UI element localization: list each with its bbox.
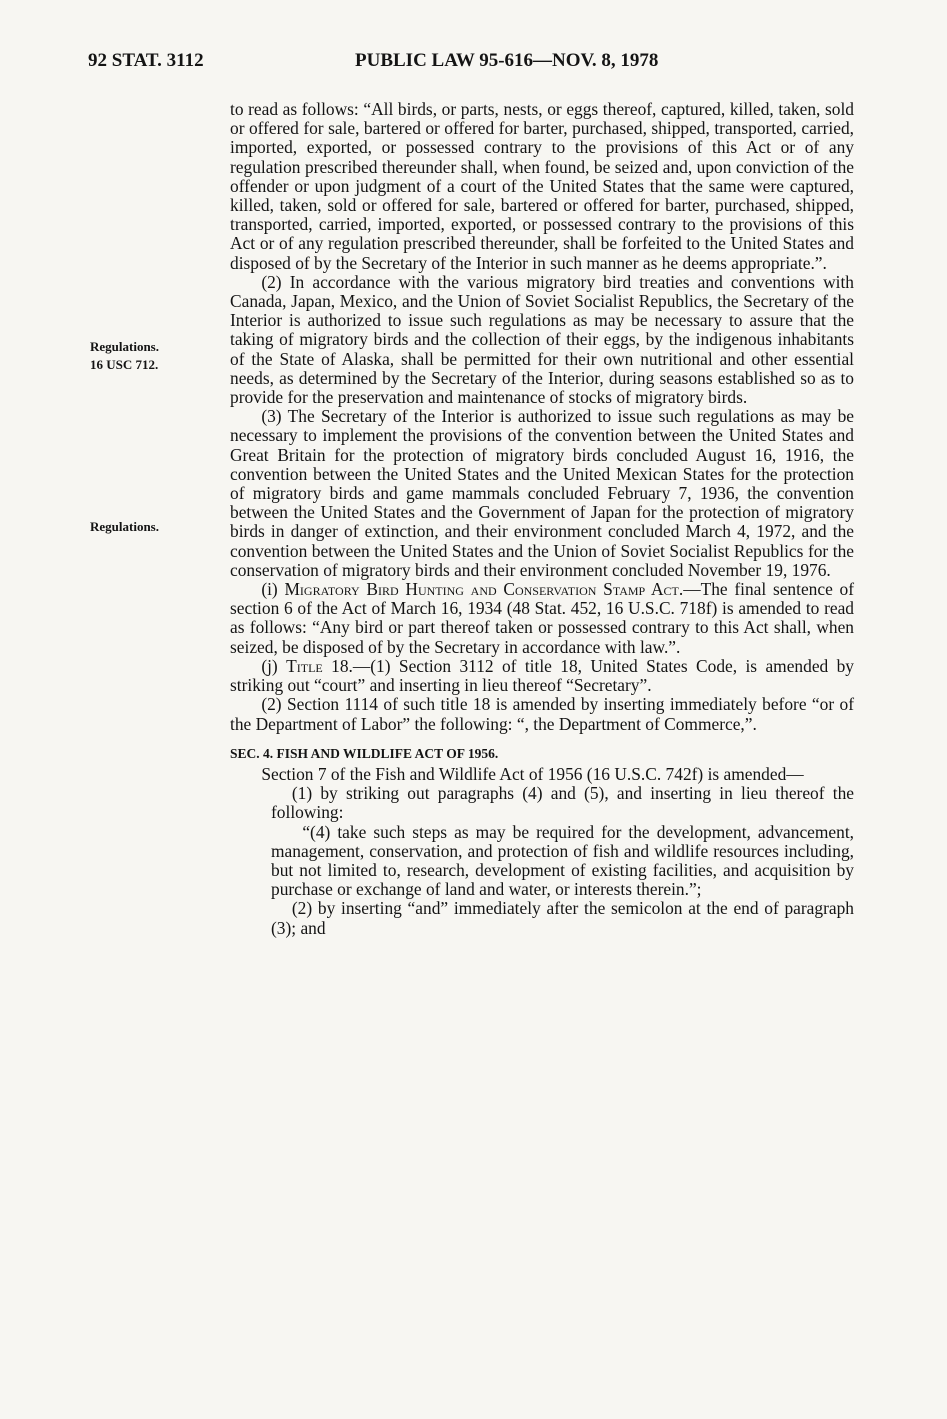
paragraph-title-18-lead: (j): [261, 655, 287, 676]
paragraph-stamp-act-text: —The final sentence of section 6 of the Act of March 16, 1934 (48 Stat. 452, 16 U.S.C. 718f) is amended to read as follows: “Any bird or part thereof taken or possessed contrary to this Act shall, when seized, be disposed of by the Secretary in accordance with law.”.: [230, 579, 855, 657]
paragraph-birds-seizure: to read as follows: “All birds, or parts, nests, or eggs thereof, captured, killed, taken, sold or offered for sale, bartered or offered for barter, purchased, shipped, transported, carried, imported, exported, or possessed contrary to the provisions of this Act or of any regulation prescribed thereunder shall, when found, be seized and, upon conviction of the offender or upon judgment of a court of the United States that the same were captured, killed, taken, sold or offered for sale, bartered or offered for barter, purchased, shipped, transported, carried, imported, exported, or possessed contrary to the provisions of this Act or of any regulation prescribed thereunder, shall be forfeited to the United States and disposed of by the Secretary of the Interior in such manner as he deems appropriate.”.: [230, 99, 854, 273]
margin-note-regulations-usc: [90, 338, 159, 374]
paragraph-stamp-act: [230, 580, 854, 657]
paragraph-title-18-title: Title 18.: [286, 655, 353, 676]
paragraph-stamp-act-lead: (i): [261, 579, 285, 600]
margin-note-regulations-label: Regulations.: [90, 339, 159, 354]
page-header: [88, 50, 854, 78]
document-body: [230, 100, 854, 938]
paragraph-convention-regulations: (3) The Secretary of the Interior is authorized to issue such regulations as may be necessary to implement the provisions of the convention between the United States and Great Britain for the protection of migratory birds concluded August 16, 1916, the convention between the United States and the United Mexican States for the protection of migratory birds and game mammals concluded February 7, 1936, the convention between the United States and the Government of Japan for the protection of migratory birds in danger of extinction, and their environment concluded March 4, 1972, and the convention between the United States and the Union of Soviet Socialist Republics for the conservation of migratory birds and their environment concluded November 19, 1976.: [230, 406, 854, 580]
paragraph-section-1114: (2) Section 1114 of such title 18 is amended by inserting immediately before “or of the Department of Labor” the following: “, the Department of Commerce,”.: [230, 694, 854, 734]
paragraph-title-18: [230, 657, 854, 695]
margin-note-regulations: [90, 518, 159, 536]
paragraph-alaska-regulations: (2) In accordance with the various migratory bird treaties and conventions with Canada, Japan, Mexico, and the Union of Soviet Socialist Republics, the Secretary of the Interior is authorized to issue such regulations as may be necessary to assure that the taking of migratory birds and the collection of their eggs, by the indigenous inhabitants of the State of Alaska, shall be permitted for their own nutritional and other essential needs, as determined by the Secretary of the Interior, during seasons established so as to provide for the preservation and maintenance of stocks of migratory birds.: [230, 271, 854, 408]
margin-note-regulations-label-2: Regulations.: [90, 519, 159, 534]
section-4-heading: SEC. 4. FISH AND WILDLIFE ACT OF 1956.: [230, 745, 499, 761]
paragraph-striking-out: (1) by striking out paragraphs (4) and (5), and inserting in lieu thereof the following:: [271, 783, 854, 823]
margin-note-usc-citation: 16 USC 712.: [90, 357, 159, 372]
paragraph-section-7: Section 7 of the Fish and Wildlife Act of 1956 (16 U.S.C. 742f) is amended—: [261, 763, 804, 784]
paragraph-title-18-text: —(1) Section 3112 of title 18, United States Code, is amended by striking out “court” and inserting in lieu thereof “Secretary”.: [230, 655, 855, 696]
public-law-title: PUBLIC LAW 95-616—NOV. 8, 1978: [355, 50, 659, 71]
paragraph-quoted-4: “(4) take such steps as may be required for the development, advancement, management, conservation, and protection of fish and wildlife resources including, but not limited to, research, development of existing facilities, and acquisition by purchase or exchange of land and water, or interests therein.”;: [271, 821, 854, 900]
stat-page-number: 92 STAT. 3112: [88, 50, 204, 71]
paragraph-stamp-act-title: Migratory Bird Hunting and Conservation Stamp Act.: [284, 579, 684, 600]
paragraph-inserting-and: (2) by inserting “and” immediately after the semicolon at the end of paragraph (3); and: [271, 898, 854, 938]
